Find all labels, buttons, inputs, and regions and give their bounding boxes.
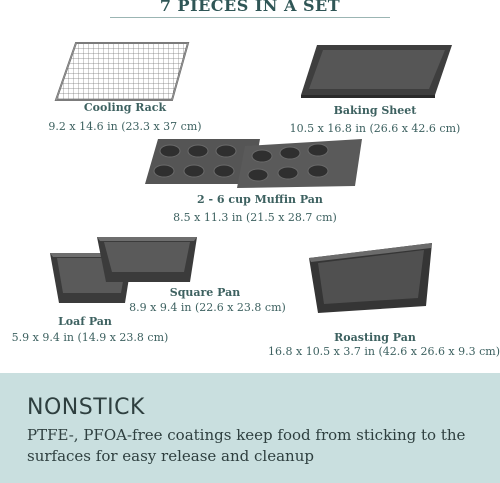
roasting-pan-name: Roasting Pan — [334, 331, 416, 344]
loaf-pan-dims: 5.9 x 9.4 in (14.9 x 23.8 cm) — [11, 331, 169, 344]
cooling-rack-name: Cooling Rack — [83, 101, 167, 114]
square-pan-dims: 8.9 x 9.4 in (22.6 x 23.8 cm) — [129, 301, 286, 314]
muffin-pan-dims: 8.5 x 11.3 in (21.5 x 28.7 cm) — [173, 211, 337, 224]
nonstick-banner — [0, 373, 500, 483]
page-title: 7 PIECES IN A SET — [159, 0, 341, 15]
square-pan-image — [92, 232, 202, 287]
nonstick-heading: NONSTICK — [27, 395, 145, 420]
baking-sheet-dims: 10.5 x 16.8 in (26.6 x 42.6 cm) — [289, 122, 461, 135]
cooling-rack-image — [48, 38, 198, 108]
roasting-pan-image — [304, 238, 439, 318]
nonstick-description: PTFE-, PFOA-free coatings keep food from sticking to the surfaces for easy release and cleanup — [27, 426, 466, 465]
baking-sheet-image — [297, 40, 457, 100]
cooling-rack-dims: 9.2 x 14.6 in (23.3 x 37 cm) — [48, 120, 202, 133]
baking-sheet-name: Baking Sheet — [333, 104, 417, 117]
muffin-pan-image — [140, 136, 365, 191]
muffin-pan-name: 2 - 6 cup Muffin Pan — [197, 193, 323, 206]
loaf-pan-name: Loaf Pan — [58, 315, 112, 328]
roasting-pan-dims: 16.8 x 10.5 x 3.7 in (42.6 x 26.6 x 9.3 cm) — [268, 345, 500, 358]
title-divider — [110, 17, 390, 18]
square-pan-name: Square Pan — [169, 286, 241, 299]
